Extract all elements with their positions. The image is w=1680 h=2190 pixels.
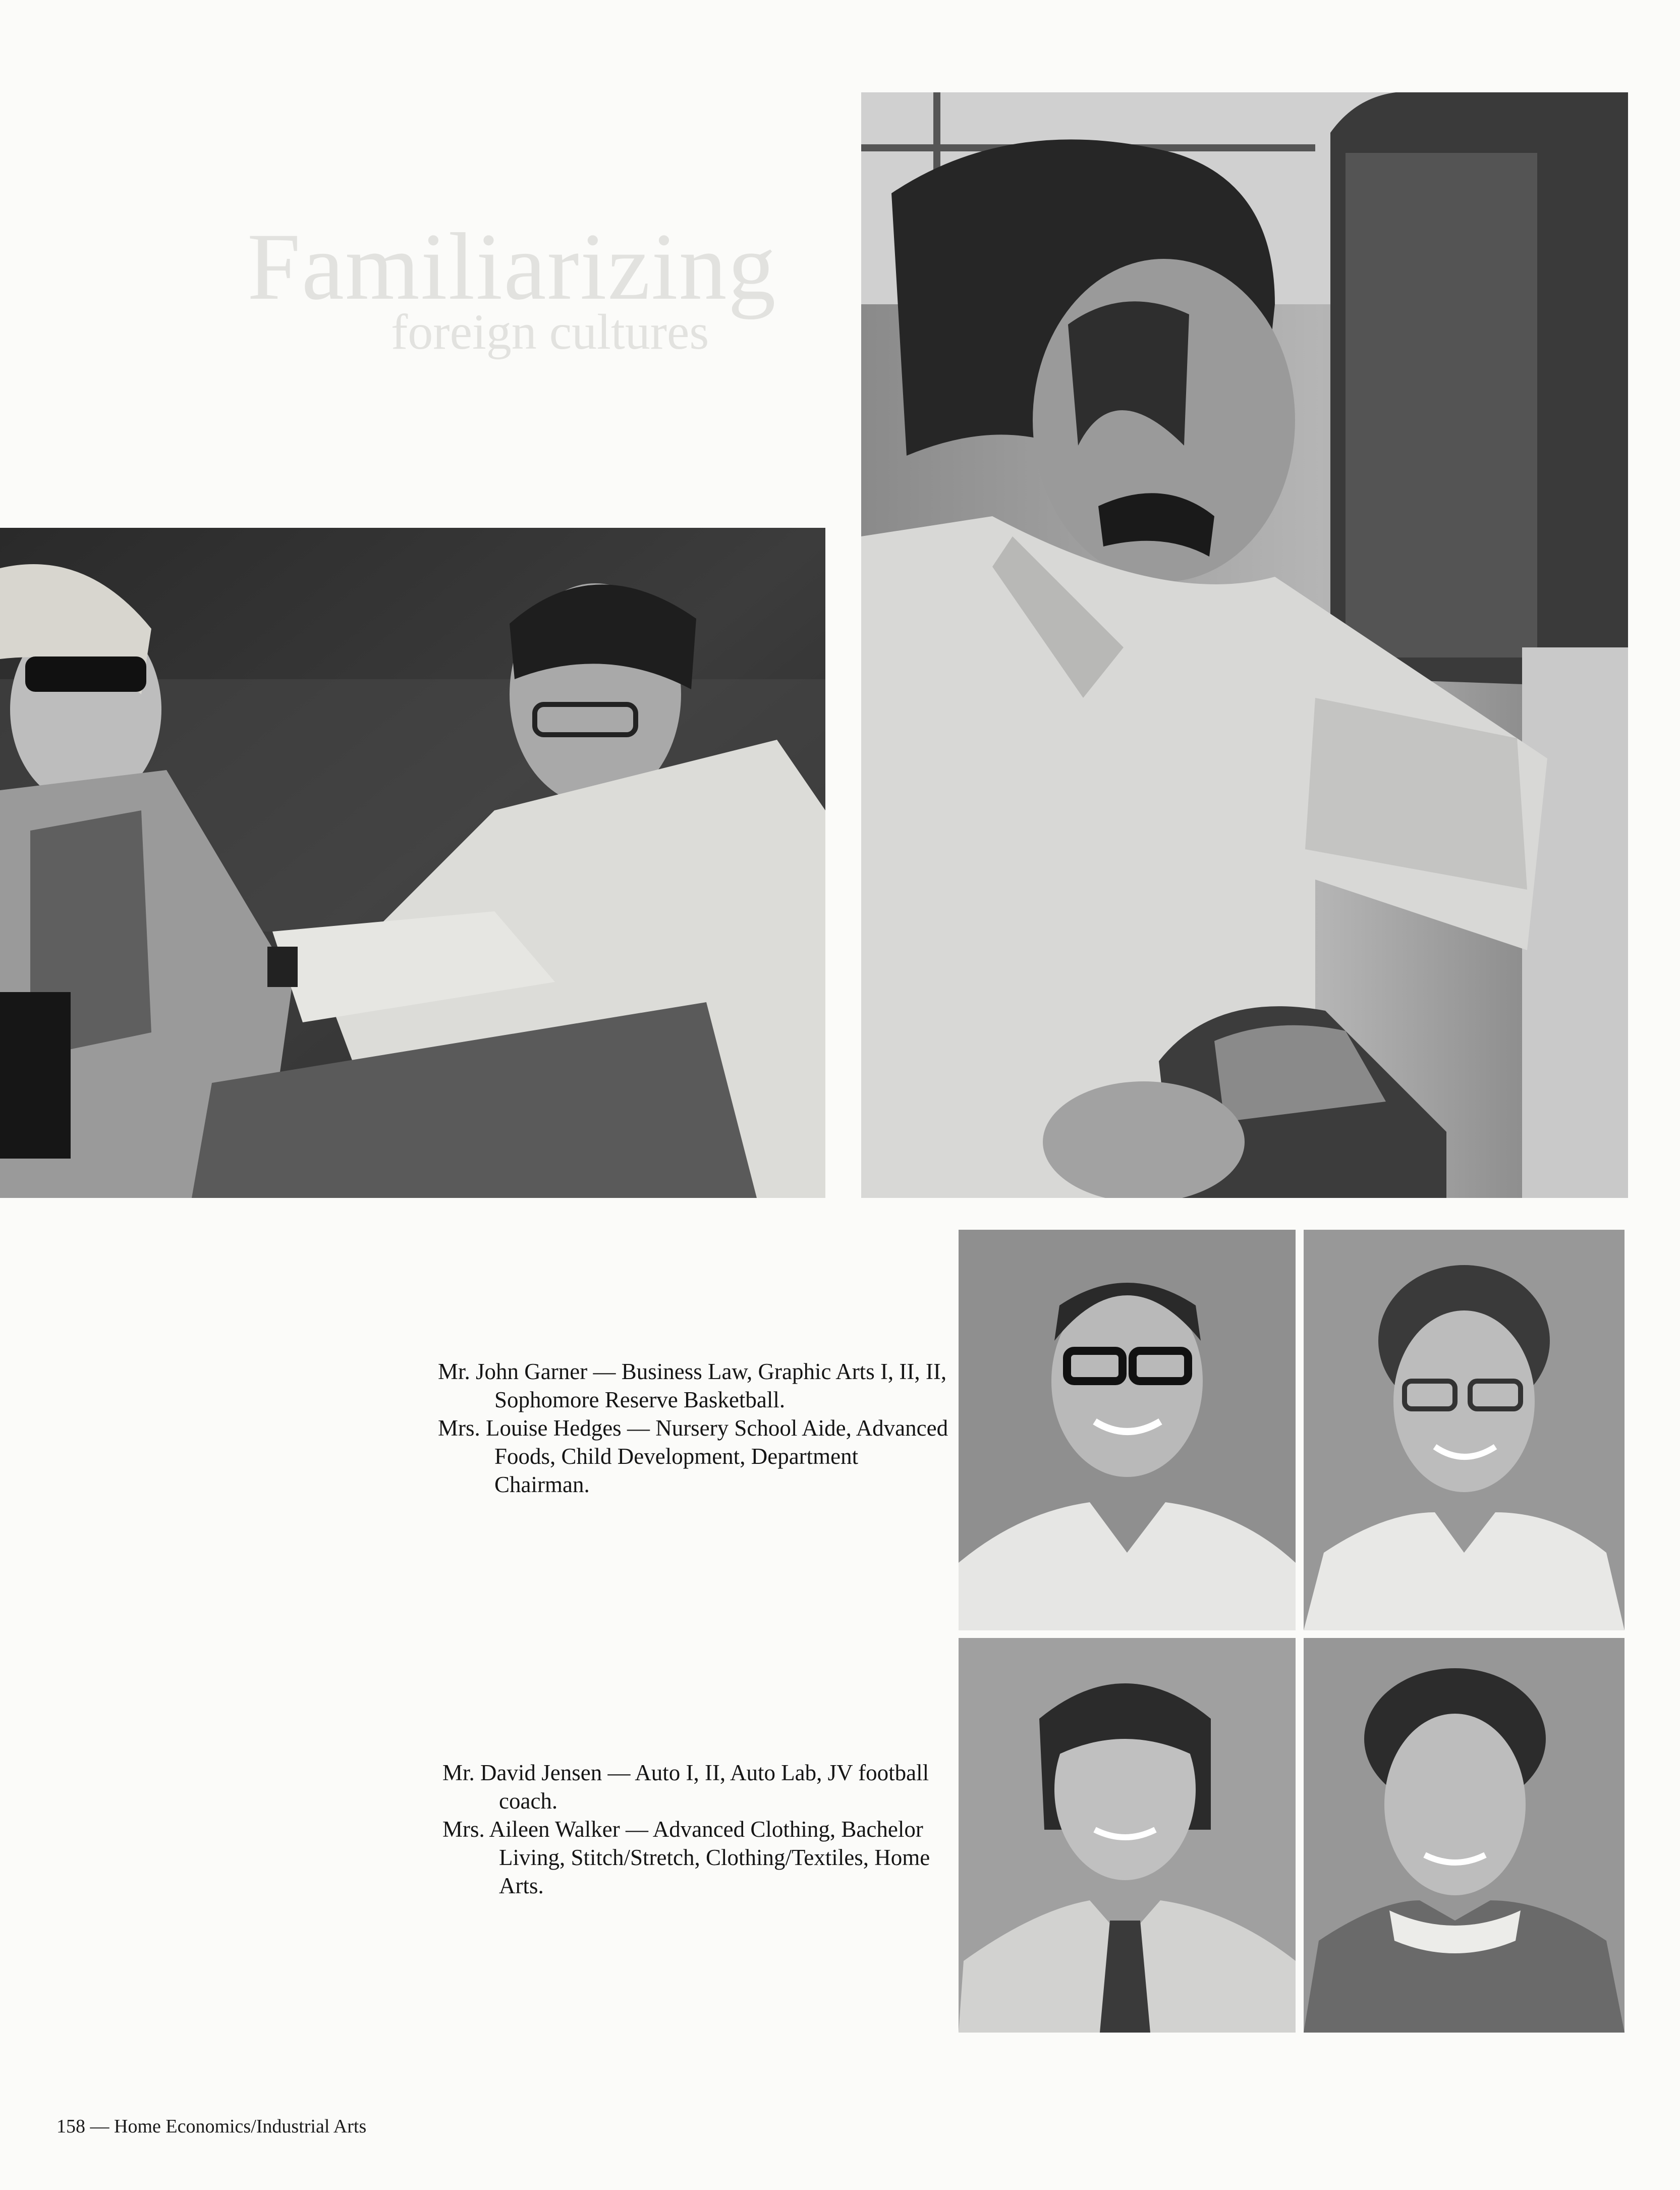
caption-louise-hedges: Mrs. Louise Hedges — Nursery School Aide, Advanced Foods, Child Development, Department Chairman.: [438, 1415, 948, 1497]
portrait-4-image: [1304, 1638, 1625, 2033]
portrait-david-jensen: [959, 1638, 1296, 2033]
photo-right: [861, 92, 1628, 1198]
caption-bottom: [442, 1759, 957, 1900]
ghost-title: Familiarizing: [247, 214, 777, 320]
caption-john-garner: Mr. John Garner — Business Law, Graphic Arts I, II, II, Sophomore Reserve Basketball.: [438, 1359, 947, 1412]
page-folio: 158 — Home Economics/Industrial Arts: [57, 2116, 367, 2137]
ghost-subtitle: foreign cultures: [391, 304, 709, 360]
portrait-1-image: [959, 1230, 1296, 1630]
portrait-aileen-walker: [1304, 1638, 1625, 2033]
caption-top: [438, 1357, 953, 1499]
photo-left-image: [0, 528, 825, 1198]
photo-left: [0, 528, 825, 1198]
portrait-john-garner: [959, 1230, 1296, 1630]
portrait-2-image: [1304, 1230, 1625, 1630]
portrait-3-image: [959, 1638, 1296, 2033]
caption-aileen-walker: Mrs. Aileen Walker — Advanced Clothing, Bachelor Living, Stitch/Stretch, Clothing/Textiles, Home Arts.: [442, 1817, 930, 1898]
caption-david-jensen: Mr. David Jensen — Auto I, II, Auto Lab, JV football coach.: [442, 1760, 929, 1814]
photo-right-image: [861, 92, 1628, 1198]
portrait-louise-hedges: [1304, 1230, 1625, 1630]
